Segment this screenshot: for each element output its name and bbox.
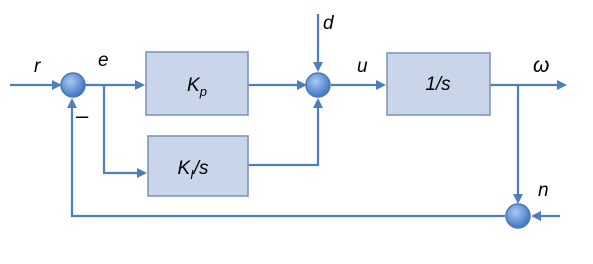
summing-junction-control <box>306 73 330 97</box>
signal-wires <box>10 14 567 221</box>
block-integrator-label: 1/s <box>425 74 451 95</box>
wire-feedback-return <box>72 107 505 216</box>
arrow-d <box>313 62 323 72</box>
arrow-sum2-ki <box>313 98 323 108</box>
wire-ki-to-sum2 <box>248 106 318 165</box>
block-kp <box>146 52 248 115</box>
block-ki <box>148 136 248 196</box>
label-d: d <box>323 13 334 34</box>
arrow-ki-input <box>137 168 147 178</box>
label-minus-sign: – <box>76 103 89 128</box>
label-e: e <box>98 50 109 71</box>
summing-junction-error <box>61 73 85 97</box>
summing-junction-noise <box>506 204 530 228</box>
arrow-integrator-input <box>376 80 386 90</box>
arrow-kp-input <box>135 80 145 90</box>
arrow-sum3-top <box>513 194 523 204</box>
block-integrator <box>387 53 490 115</box>
label-n: n <box>538 180 549 201</box>
label-omega: ω <box>533 54 550 77</box>
block-ki-label: $K_I/s$ <box>177 158 209 182</box>
arrow-omega <box>557 80 567 90</box>
wire-e-to-ki <box>104 85 138 173</box>
arrow-n <box>531 211 541 221</box>
block-kp-label: $K_p$ <box>187 75 207 99</box>
label-u: u <box>357 56 368 77</box>
label-r: r <box>34 56 41 77</box>
